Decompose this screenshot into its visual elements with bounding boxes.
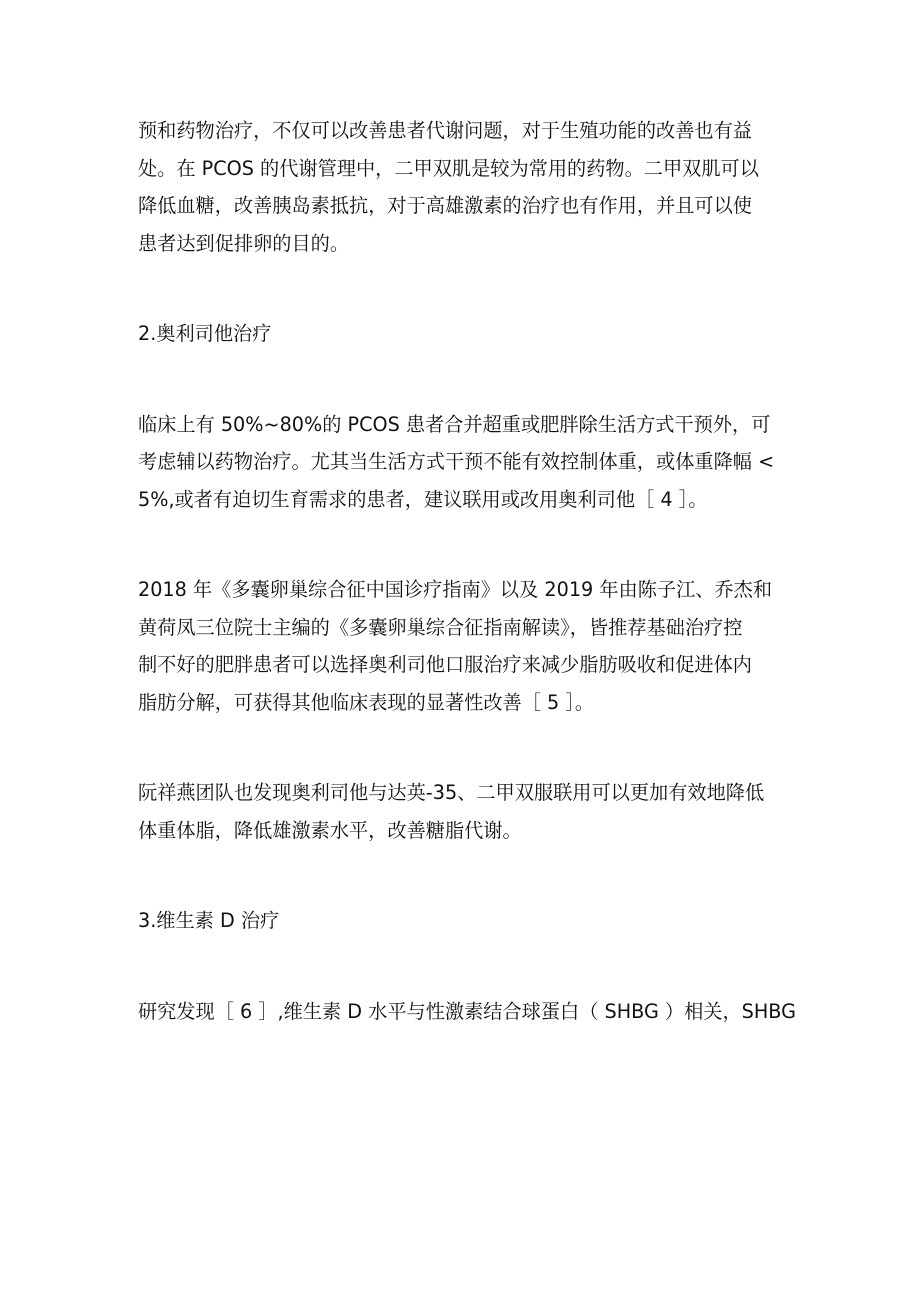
- text-line: 5%,或者有迫切生育需求的患者，建议联用或改用奥利司他［ 4 ］。: [138, 487, 708, 511]
- text-line: 考虑辅以药物治疗。尤其当生活方式干预不能有效控制体重，或体重降幅 <: [138, 450, 775, 473]
- paragraph-combination-therapy: [138, 774, 788, 849]
- text-line: 患者达到促排卵的目的。: [138, 231, 350, 255]
- text-line: 黄荷凤三位院士主编的《多囊卵巢综合征指南解读》，皆推荐基础治疗控: [138, 615, 743, 639]
- section-heading-vitamin-d: 3.维生素 D 治疗: [138, 909, 280, 932]
- text-line: 阮祥燕团队也发现奥利司他与达英-35、二甲双服联用可以更加有效地降低: [138, 781, 765, 804]
- text-line: 制不好的肥胖患者可以选择奥利司他口服治疗来减少脂肪吸收和促进体内: [138, 653, 752, 676]
- paragraph-orlistat-indication: [138, 406, 788, 519]
- text-line: 临床上有 50%~80%的 PCOS 患者合并超重或肥胖除生活方式干预外，可: [138, 412, 771, 436]
- paragraph-guidelines: [138, 571, 788, 721]
- text-line: 脂肪分解，可获得其他临床表现的显著性改善［ 5 ］。: [138, 690, 595, 714]
- section-heading-orlistat: 2.奥利司他治疗: [138, 322, 272, 345]
- text-line: 降低血糖，改善胰岛素抵抗，对于高雄激素的治疗也有作用，并且可以使: [138, 194, 752, 217]
- text-line: 体重体脂，降低雄激素水平，改善糖脂代谢。: [138, 818, 522, 842]
- text-line: 处。在 PCOS 的代谢管理中，二甲双肌是较为常用的药物。二甲双肌可以: [138, 156, 759, 180]
- paragraph-metformin: [138, 112, 788, 262]
- text-line: 研究发现［ 6 ］,维生素 D 水平与性激素结合球蛋白（ SHBG ）相关，SHBG: [138, 999, 796, 1023]
- document-page: [138, 112, 796, 1030]
- paragraph-vitamin-d-research: [138, 993, 796, 1031]
- text-line: 2018 年《多囊卵巢综合征中国诊疗指南》以及 2019 年由陈子江、乔杰和: [138, 578, 773, 601]
- text-line: 预和药物治疗，不仅可以改善患者代谢问题，对于生殖功能的改善也有益: [138, 119, 752, 142]
